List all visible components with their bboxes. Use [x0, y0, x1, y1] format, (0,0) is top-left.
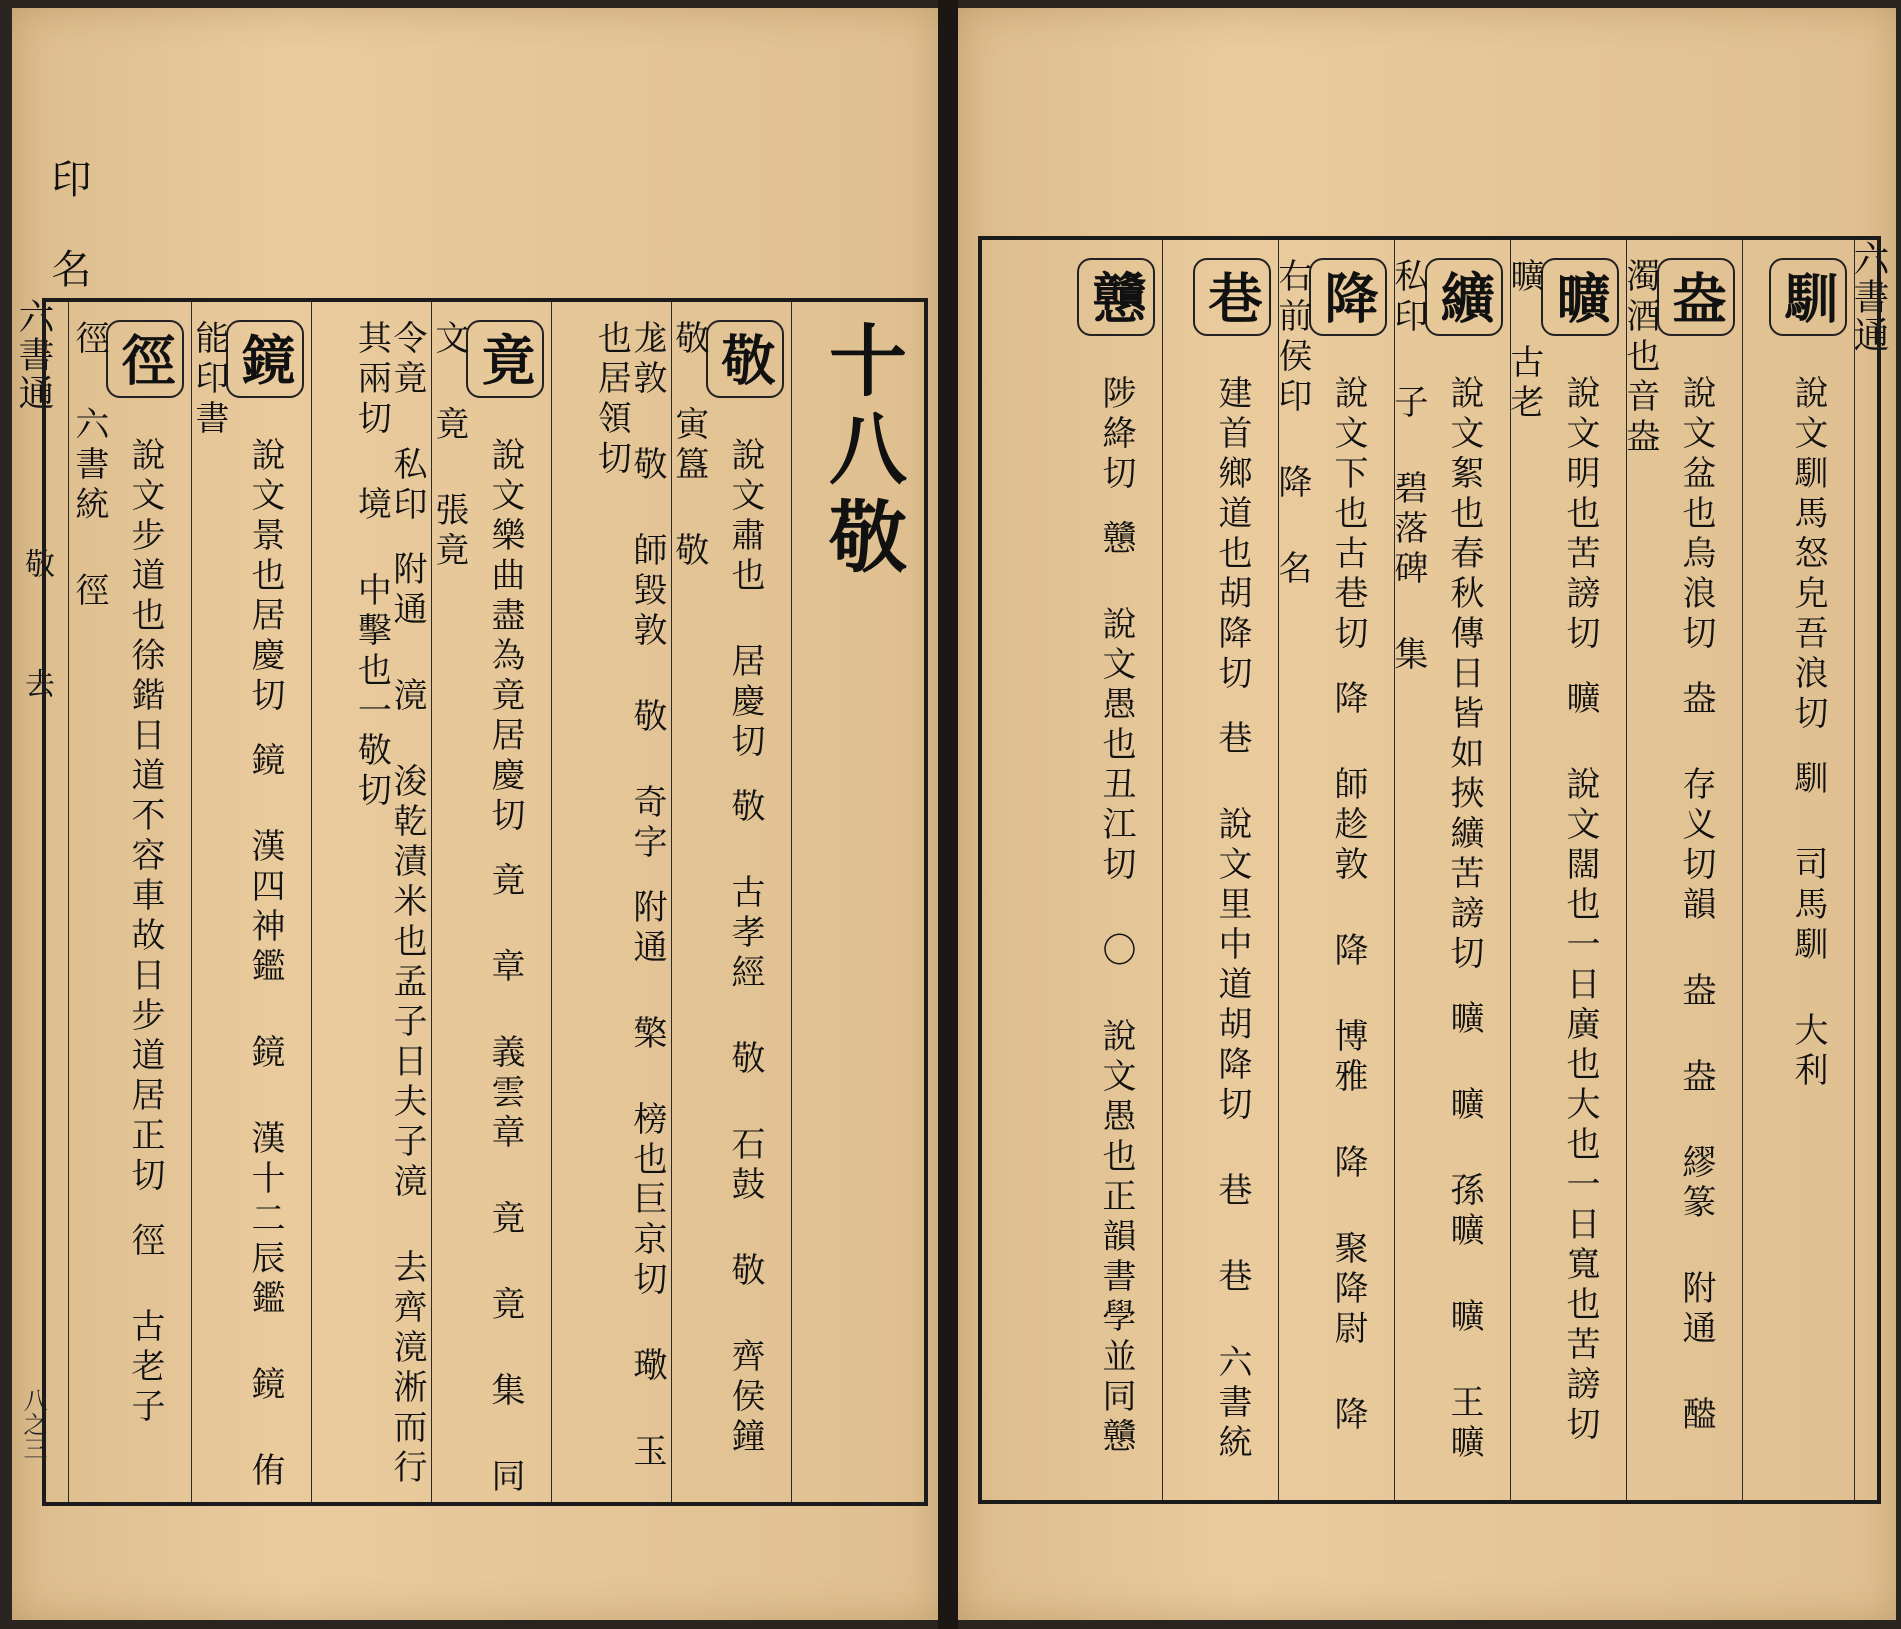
gloss-text: 說文樂曲盡為竟居慶切 [485, 437, 525, 837]
head-character: 戇 [1077, 258, 1155, 336]
variant-forms: 盎 存义切韻 盎 盎 繆篆 附通 醠 濁酒也音盎 [1619, 258, 1716, 1436]
head-character: 馴 [1769, 258, 1847, 336]
right-col-4 [1387, 240, 1503, 1500]
left-side-tone: 去 [19, 668, 54, 702]
left-text-frame [42, 298, 928, 1506]
gloss-text: 陟絳切 [1096, 375, 1136, 495]
variant-forms: 戇 說文愚也丑江切 〇 說文愚也正韻書學並同戇 [1096, 520, 1136, 1458]
right-col-3 [1503, 240, 1619, 1500]
left-side-title: 六書通 [13, 298, 54, 412]
right-col-rule [1162, 240, 1163, 1500]
left-col-2 [559, 302, 667, 1502]
variant-forms: 降 師趁敦 降 博雅 降 聚降尉 降 右前侯印 降 名 [1271, 258, 1368, 1436]
right-col-rule [1626, 240, 1627, 1500]
left-col-rule [311, 302, 312, 1502]
gloss-text: 說文景也居慶切 [245, 437, 285, 717]
left-col-5 [188, 302, 304, 1502]
head-character: 纊 [1425, 258, 1503, 336]
variant-forms: 徑 古老子 徑 六書統 徑 [68, 320, 165, 1428]
variant-forms: 馴 司馬馴 大利 [1788, 760, 1828, 1092]
left-folio: 八之三 [19, 1388, 47, 1460]
gloss-text: 說文明也苦謗切 [1560, 375, 1600, 655]
left-col-3 [428, 302, 544, 1502]
gloss-text: 說文盆也烏浪切 [1676, 375, 1716, 655]
right-col-5 [1271, 240, 1387, 1500]
head-character: 巷 [1193, 258, 1271, 336]
section-title: 十八敬 [816, 320, 907, 584]
gloss-text: 說文下也古巷切 [1328, 375, 1368, 655]
gloss-text: 尨敦 敬 師毀敦 敬 奇字 [627, 320, 667, 864]
left-corner-label: 印 名 [45, 158, 91, 290]
variant-forms: 附通 檠 榜也巨京切 璥 玉也居領切 [591, 320, 667, 1473]
left-page [12, 8, 938, 1620]
left-col-rule [551, 302, 552, 1502]
head-character: 鏡 [226, 320, 304, 398]
right-frame-rule [1854, 240, 1855, 1500]
head-character: 曠 [1541, 258, 1619, 336]
gloss-text: 說文步道也徐鍇日道不容車故日步道居正切 [125, 437, 165, 1197]
left-col-1 [668, 302, 784, 1502]
gloss-text: 令竟 私印 [387, 320, 427, 526]
right-col-7 [1055, 240, 1155, 1500]
gloss-text: 說文肅也 居慶切 [725, 437, 765, 763]
variant-forms: 附通 滰 浚乾漬米也孟子日夫子滰 去齊滰淅而行其兩切 境 中擊也一敬切 [351, 320, 427, 1489]
variant-forms: 曠 說文闊也一日廣也大也一日寬也苦謗切 曠 古老 [1503, 258, 1600, 1446]
variant-forms: 竟 章 義雲章 竟 竟 集 同文 竟 張竟 [428, 320, 525, 1498]
variant-forms: 巷 說文里中道胡降切 巷 巷 六書統 [1212, 720, 1252, 1464]
variant-forms: 鏡 漢四神鑑 鏡 漢十二辰鑑 鏡 侑能印書 [188, 320, 285, 1492]
head-character: 降 [1309, 258, 1387, 336]
left-col-rule [791, 302, 792, 1502]
variant-forms: 敬 古孝經 敬 石鼓 敬 齊侯鐘 敬 寅簋 敬 [668, 320, 765, 1458]
right-col-rule [1510, 240, 1511, 1500]
right-col-6 [1171, 240, 1271, 1500]
right-col-rule [1278, 240, 1279, 1500]
gloss-text: 說文絮也春秋傳日皆如挾纊苦謗切 [1444, 375, 1484, 975]
right-text-frame [978, 236, 1881, 1504]
right-col-rule [1394, 240, 1395, 1500]
head-character: 敬 [706, 320, 784, 398]
gloss-text: 說文馴馬怒皃吾浪切 [1788, 375, 1828, 735]
book-gutter [938, 0, 958, 1629]
left-col-rule [671, 302, 672, 1502]
right-col-2 [1619, 240, 1735, 1500]
head-character: 盎 [1657, 258, 1735, 336]
right-side-title: 六書通 [1848, 240, 1889, 354]
left-side-rhyme: 敬 [19, 548, 54, 582]
section-title-column [806, 302, 906, 1502]
left-col-rule [191, 302, 192, 1502]
gloss-text: 建首鄉道也胡降切 [1212, 375, 1252, 695]
variant-forms: 曠 曠 孫曠 曠 王曠 私印 子 碧落碑 集 [1387, 258, 1484, 1464]
head-character: 竟 [466, 320, 544, 398]
right-page [958, 8, 1896, 1620]
left-col-6 [68, 302, 184, 1502]
left-col-4 [319, 302, 427, 1502]
right-col-1 [1751, 240, 1847, 1500]
right-col-rule [1742, 240, 1743, 1500]
head-character: 徑 [106, 320, 184, 398]
left-col-rule [431, 302, 432, 1502]
